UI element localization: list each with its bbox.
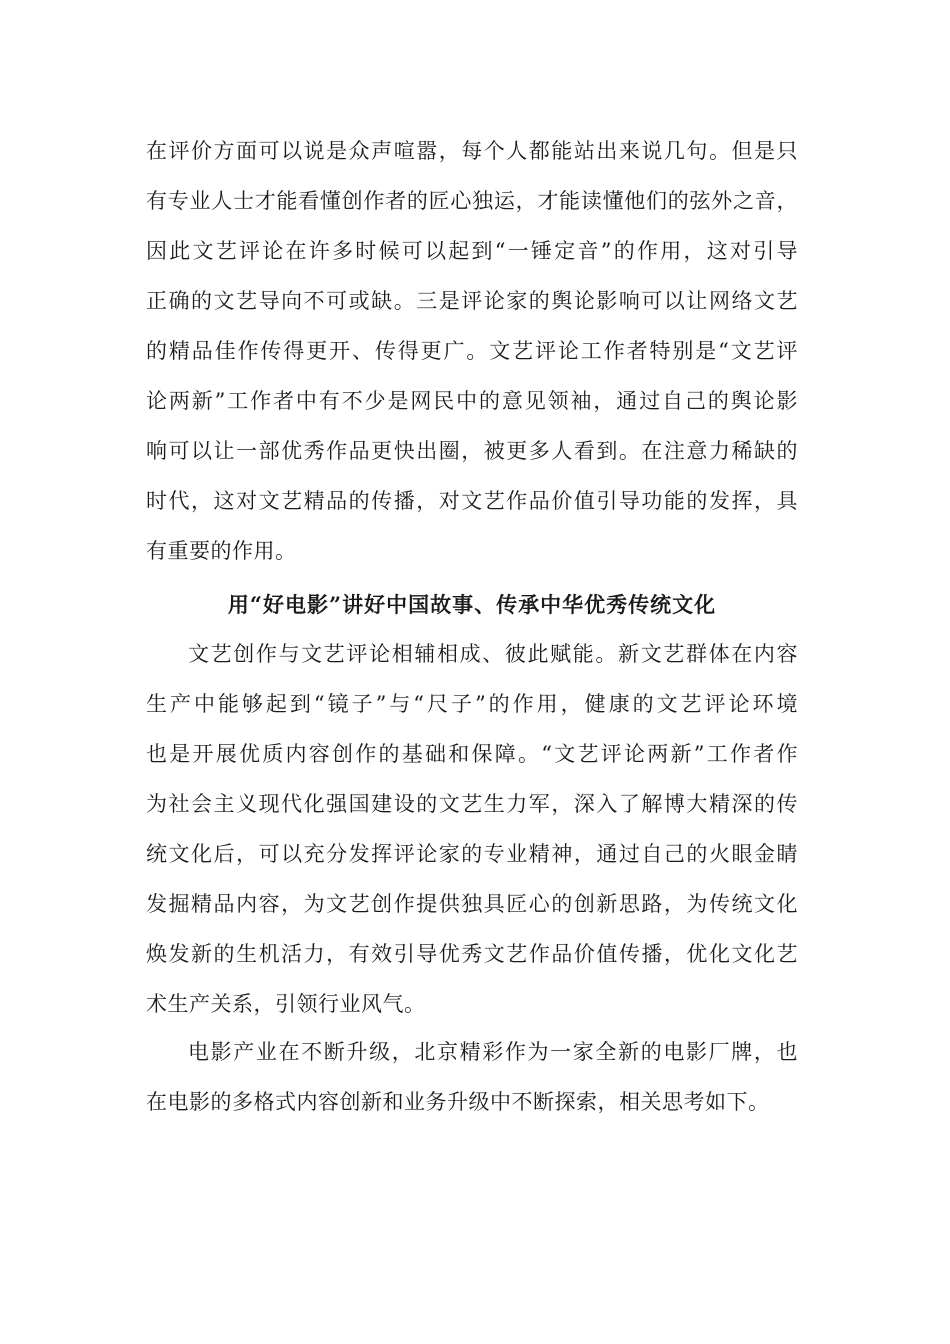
paragraph-2-line-2: 生产中能够起到“镜子”与“尺子”的作用，健康的文艺评论环境 xyxy=(146,692,798,716)
paragraph-1-line-9: 有重要的作用。 xyxy=(146,539,297,563)
paragraph-2-line-6: 发掘精品内容，为文艺创作提供独具匠心的创新思路，为传统文化 xyxy=(146,892,798,916)
paragraph-3-line-2: 在电影的多格式内容创新和业务升级中不断探索，相关思考如下。 xyxy=(146,1090,770,1114)
paragraph-2-line-5: 统文化后，可以充分发挥评论家的专业精神，通过自己的火眼金睛 xyxy=(146,842,798,866)
paragraph-3-line-1: 电影产业在不断升级，北京精彩作为一家全新的电影厂牌，也 xyxy=(188,1040,798,1064)
paragraph-2-line-7: 焕发新的生机活力，有效引导优秀文艺作品价值传播，优化文化艺 xyxy=(146,942,798,966)
paragraph-1-line-4: 正确的文艺导向不可或缺。三是评论家的舆论影响可以让网络文艺 xyxy=(146,289,798,313)
paragraph-1-line-6: 论两新”工作者中有不少是网民中的意见领袖，通过自己的舆论影 xyxy=(146,389,798,413)
paragraph-2-line-4: 为社会主义现代化强国建设的文艺生力军，深入了解博大精深的传 xyxy=(146,792,798,816)
paragraph-1-line-2: 有专业人士才能看懂创作者的匠心独运，才能读懂他们的弦外之音， xyxy=(146,189,798,213)
paragraph-1-line-3: 因此文艺评论在许多时候可以起到“一锤定音”的作用，这对引导 xyxy=(146,239,798,263)
paragraph-2-line-8: 术生产关系，引领行业风气。 xyxy=(146,992,426,1016)
section-heading: 用“好电影”讲好中国故事、传承中华优秀传统文化 xyxy=(227,592,717,617)
paragraph-2-line-1: 文艺创作与文艺评论相辅相成、彼此赋能。新文艺群体在内容 xyxy=(188,642,798,666)
paragraph-1-line-8: 时代，这对文艺精品的传播，对文艺作品价值引导功能的发挥，具 xyxy=(146,489,798,513)
paragraph-1-line-7: 响可以让一部优秀作品更快出圈，被更多人看到。在注意力稀缺的 xyxy=(146,439,798,463)
paragraph-2-line-3: 也是开展优质内容创作的基础和保障。“文艺评论两新”工作者作 xyxy=(146,742,798,766)
paragraph-1-line-5: 的精品佳作传得更开、传得更广。文艺评论工作者特别是“文艺评 xyxy=(146,339,798,363)
paragraph-1-line-1: 在评价方面可以说是众声喧嚣，每个人都能站出来说几句。但是只 xyxy=(146,139,798,163)
